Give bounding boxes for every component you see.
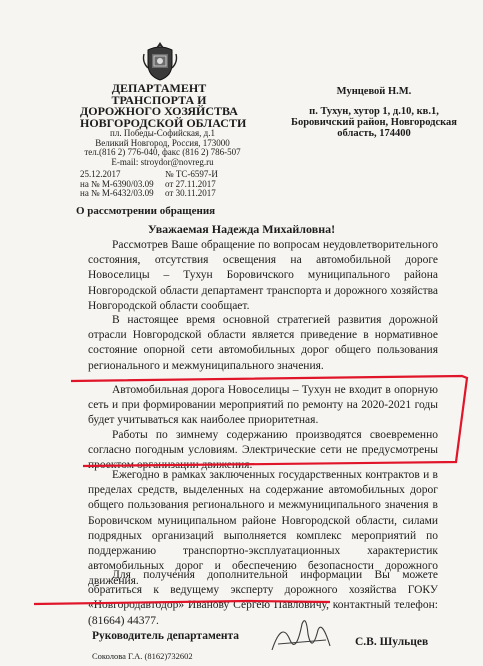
reference-number: на № М-6432/03.09 — [80, 188, 154, 198]
reference-number: на № М-6390/03.09 — [80, 178, 154, 189]
body-paragraph: Автомобильная дорога Новоселицы – Тухун не входит в опорную сеть и при формировании мероприятий по ремонту на 2020-2021 годы будет учитываться как наиболее приоритетная. — [88, 384, 438, 427]
letter-date: 25.12.2017 — [80, 169, 121, 179]
department-line: ДЕПАРТАМЕНТ — [111, 81, 207, 95]
department-line: ТРАНСПОРТА И — [111, 92, 207, 107]
coat-of-arms-emblem — [140, 40, 180, 82]
reference-numbers — [80, 170, 154, 199]
letter-subject: О рассмотрении обращения — [76, 205, 216, 217]
reference-date: от 27.11.2017 — [165, 178, 216, 189]
body-paragraph: Рассмотрев Ваше обращение по вопросам неудовлетворительного состояния, отсутствия освещения на автомобильной дороге Новоселицы – Тухун Боровичского муниципального района Новгородской области департамент транспорта и дорожного хозяйства Новгородской области сообщает. — [88, 239, 438, 312]
recipient-address-line: область, 174400 — [337, 128, 411, 139]
recipient-name: Мунцевой Н.М. — [336, 86, 412, 97]
department-line: ДОРОЖНОГО ХОЗЯЙСТВА — [80, 104, 238, 118]
address-line: пл. Победы-Софийская, д.1 — [110, 128, 215, 138]
body-paragraph: Работы по зимнему содержанию производятся своевременно согласно погодным условиям. Электрические сети не предусмотрены проектом организации движения. — [88, 429, 438, 472]
department-name — [80, 81, 247, 130]
executor-contact: Соколова Г.А. (8162)732602 — [92, 651, 193, 661]
signatory-name: С.В. Шульцев — [355, 636, 429, 648]
email-line: E-mail: stroydor@novreg.ru — [111, 156, 214, 167]
body-paragraph: Ежегодно в рамках заключенных государственных контрактов и в пределах средств, выделенных на содержание автомобильных дорог общего пользования регионального и межмуниципального значения в Боровичском муниципальном районе Новгородской области, силами подрядных организаций выполняется комплекс мероприятий по поддержанию транспортно-эксплуатационных характеристик автомобильных дорог и обеспечению безопасности дорожного движения. — [88, 469, 438, 588]
recipient-block — [274, 86, 474, 139]
signatory-title: Руководитель департамента — [92, 630, 240, 642]
reference-dates — [165, 170, 218, 199]
greeting: Уважаемая Надежда Михайловна! — [147, 222, 336, 236]
handwritten-signature — [268, 610, 334, 660]
phone-line: тел.(816 2) 776-040, факс (816 2) 786-507 — [84, 147, 241, 157]
document-number: № ТС-6597-И — [165, 169, 218, 179]
body-paragraph: В настоящее время основной стратегией развития дорожной отрасли Новгородской области является приведение в нормативное состояние опорной сети автомобильных дорог общего пользования регионального и межмуниципального значения. — [88, 314, 438, 372]
body-paragraph: Для получения дополнительной информации Вы можете обратиться к ведущему эксперту дорожного хозяйства ГОКУ «Новгородавтодор» Иванову Сергею Павловичу, контактный телефон: (81664) 44377. — [88, 569, 438, 627]
recipient-address-line: Боровичский район, Новгородская — [291, 117, 457, 128]
department-line: НОВГОРОДСКОЙ ОБЛАСТИ — [80, 115, 247, 130]
department-address — [80, 129, 245, 167]
address-line: Великий Новгород, Россия, 173000 — [95, 137, 230, 148]
recipient-address-line: п. Тухун, хутор 1, д.10, кв.1, — [309, 106, 439, 117]
reference-date: от 30.11.2017 — [165, 188, 216, 198]
